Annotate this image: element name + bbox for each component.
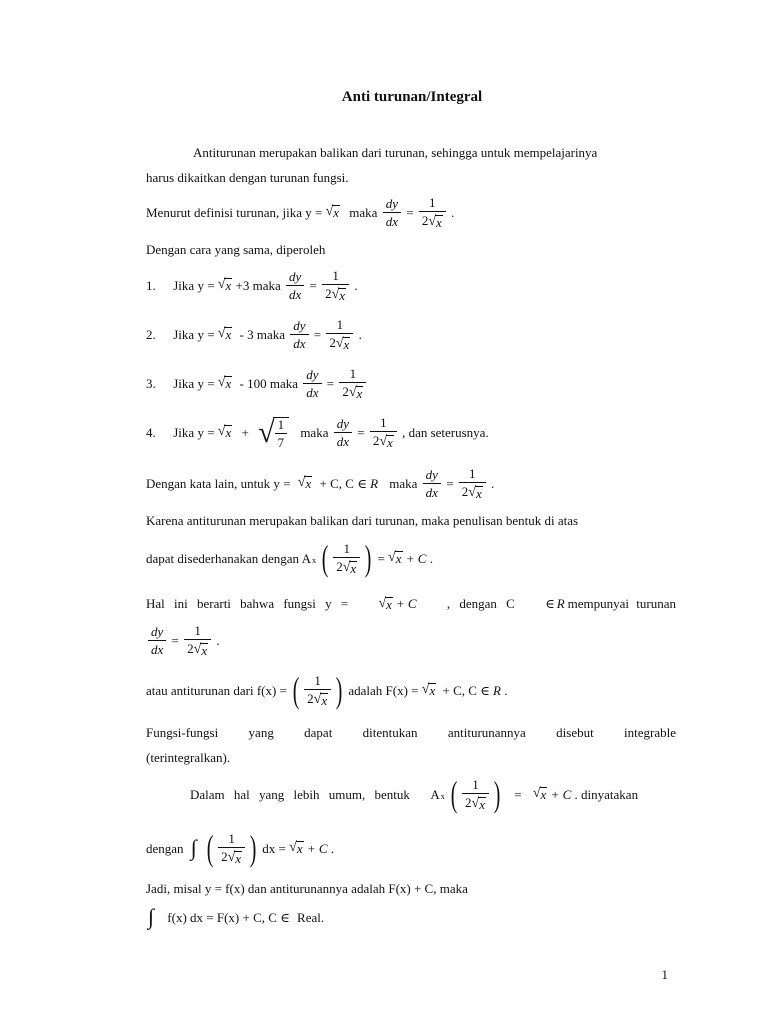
element-of-symbol: ∈ xyxy=(280,909,290,925)
dy-dx-fraction: $\frac{dy}{dx}$ xyxy=(148,625,166,656)
parenthesized-fraction: ( 1 2 √ x ) xyxy=(450,774,501,814)
list-item-4 xyxy=(146,416,489,449)
general-form-line xyxy=(190,776,638,812)
anti-mid: adalah F(x) = xyxy=(348,682,419,698)
operator-A: A xyxy=(430,786,440,802)
period: . xyxy=(429,550,433,566)
sqrt-x: √ x xyxy=(325,204,340,221)
anti-suffix: + C, C xyxy=(442,682,477,698)
integral-form-line xyxy=(146,830,334,866)
same-way-line: Dengan cara yang sama, diperoleh xyxy=(146,242,326,257)
period: . xyxy=(491,476,495,491)
dy-dx-fraction: $\frac{dy}{dx}$ xyxy=(303,368,321,399)
list-item-2 xyxy=(146,318,362,351)
period: . xyxy=(330,840,335,856)
sqrt-x: √ x xyxy=(532,785,547,802)
equals-sign: = xyxy=(514,786,522,802)
final-integral-line xyxy=(148,906,324,928)
equals-sign: = xyxy=(171,633,179,648)
parenthesized-fraction: ( 1 2 √ x ) xyxy=(206,828,257,868)
maka-word: maka xyxy=(389,476,418,491)
item-number: 1. xyxy=(146,278,156,293)
simplified-line xyxy=(146,540,433,576)
period: . xyxy=(358,327,362,342)
dy-dx-fraction: $\frac{dy}{dx}$ xyxy=(383,197,401,228)
list-item-1 xyxy=(146,269,358,302)
parenthesized-fraction: ( 1 2 √ x ) xyxy=(292,670,343,710)
hal-suffix: mempunyai turunan xyxy=(567,596,676,611)
equals-sign: = xyxy=(313,327,322,342)
integrable-line-1: Fungsi-fungsi yang dapat ditentukan antiturunannya disebut integrable xyxy=(146,725,676,740)
integrable-line-2: (terintegralkan). xyxy=(146,750,231,765)
element-of-symbol: ∈ xyxy=(357,476,367,491)
general-suffix: . dinyatakan xyxy=(574,786,639,802)
element-of-symbol: ∈ xyxy=(545,596,555,611)
since-line: Karena antiturunan merupakan balikan dari turunan, maka penulisan bentuk di atas xyxy=(146,513,579,528)
simplified-prefix: dapat disederhanakan dengan A xyxy=(146,550,311,566)
sqrt-x: √ x xyxy=(217,375,232,392)
final-expression: f(x) dx = F(x) + C, C xyxy=(167,909,277,925)
other-words-line xyxy=(146,467,494,500)
anti-prefix: atau antiturunan dari f(x) = xyxy=(146,682,287,698)
integral-sign: ∫ xyxy=(190,835,197,860)
real-set-symbol: R xyxy=(493,682,501,698)
hal-line xyxy=(146,596,676,611)
definition-line xyxy=(146,196,454,229)
sqrt-x: √ x xyxy=(217,424,232,441)
item-number: 3. xyxy=(146,376,156,391)
page-number: 1 xyxy=(661,967,668,982)
equals-sign: = xyxy=(406,205,414,220)
dy-dx-fraction: $\frac{dy}{dx}$ xyxy=(290,319,308,350)
item-suffix: - 3 maka xyxy=(239,327,285,342)
sqrt-x: √ x xyxy=(421,681,436,698)
sqrt-x: √ x xyxy=(289,839,303,856)
dy-dx-fraction: $\frac{dy}{dx}$ xyxy=(286,270,304,301)
item-prefix: Jika y = xyxy=(173,278,215,293)
one-over-2sqrtx: 1 2 √ x xyxy=(419,196,446,229)
item-suffix: +3 maka xyxy=(235,278,281,293)
sqrt-x: √ x xyxy=(378,596,392,612)
item-prefix: Jika y = xyxy=(173,376,215,391)
one-over-2sqrtx: 1 2 √ x xyxy=(339,367,366,400)
equals-sign: = xyxy=(309,278,317,293)
real-set-symbol: R xyxy=(556,596,565,611)
subscript-x: x xyxy=(440,791,445,801)
one-over-2sqrtx: 1 2 √ x xyxy=(326,318,353,351)
one-over-2sqrtx: 1 2 √ x xyxy=(370,416,397,449)
real-set-symbol: R xyxy=(370,476,379,491)
other-words-mid: + C, C xyxy=(319,476,354,491)
one-over-2sqrtx: 1 2 √ x xyxy=(184,624,211,657)
sqrt-x: √ x xyxy=(217,326,232,343)
item-number: 4. xyxy=(146,425,156,440)
dx-equals: dx = xyxy=(262,840,286,856)
antiderivative-line xyxy=(146,672,508,708)
one-over-2sqrtx: 1 2 √ x xyxy=(322,269,349,302)
subscript-x: x xyxy=(311,555,316,565)
dy-dx-fraction: $\frac{dy}{dx}$ xyxy=(334,417,352,448)
equals-sign: = xyxy=(446,476,454,491)
page-title: Anti turunan/Integral xyxy=(341,89,483,105)
period: . xyxy=(216,633,220,648)
maka-word: maka xyxy=(349,205,378,220)
equals-sign: = xyxy=(357,425,365,440)
jadi-line: Jadi, misal y = f(x) dan antiturunannya adalah F(x) + C, maka xyxy=(146,881,468,896)
sqrt-x: √ x xyxy=(388,549,402,566)
plus-c: + C xyxy=(405,550,427,566)
item-suffix: + xyxy=(241,425,249,440)
definition-prefix: Menurut definisi turunan, jika y = xyxy=(146,205,323,220)
sqrt-one-seventh: √ $\frac{1}{7}$ xyxy=(258,417,289,449)
plus-c: + C xyxy=(550,786,572,802)
period: . xyxy=(354,278,358,293)
general-prefix: Dalam hal yang lebih umum, bentuk xyxy=(190,786,410,802)
intro-line-2: harus dikaitkan dengan turunan fungsi. xyxy=(146,170,349,185)
list-item-3 xyxy=(146,367,368,400)
intro-line-1: Antiturunan merupakan balikan dari turunan, sehingga untuk mempelajarinya xyxy=(193,145,598,160)
real-word: Real. xyxy=(297,909,325,925)
item-number: 2. xyxy=(146,327,156,342)
plus-c: + C xyxy=(395,596,417,611)
other-words-prefix: Dengan kata lain, untuk y = xyxy=(146,476,291,491)
integral-sign: ∫ xyxy=(148,904,155,929)
parenthesized-fraction: ( 1 2 √ x ) xyxy=(321,538,372,578)
item-suffix: - 100 maka xyxy=(239,376,298,391)
sqrt-x: √ x xyxy=(297,475,312,492)
equals-sign: = xyxy=(326,376,335,391)
dengan-word: dengan xyxy=(146,840,184,856)
hal-mid: , dengan C xyxy=(446,596,515,611)
period: . xyxy=(504,682,508,698)
item-prefix: Jika y = xyxy=(173,327,215,342)
one-over-2sqrtx: 1 2 √ x xyxy=(459,467,486,500)
item-prefix: Jika y = xyxy=(173,425,215,440)
plus-c: + C xyxy=(306,840,328,856)
maka-word: maka xyxy=(300,425,329,440)
dy-dx-fraction: $\frac{dy}{dx}$ xyxy=(423,468,441,499)
hal-prefix: Hal ini berarti bahwa fungsi y = xyxy=(146,596,349,611)
element-of-symbol: ∈ xyxy=(480,682,490,698)
equals-sign: = xyxy=(377,550,385,566)
item-tail: , dan seterusnya. xyxy=(402,425,489,440)
sqrt-x: √ x xyxy=(217,277,232,294)
derivative-line xyxy=(146,624,220,657)
period: . xyxy=(451,205,455,220)
